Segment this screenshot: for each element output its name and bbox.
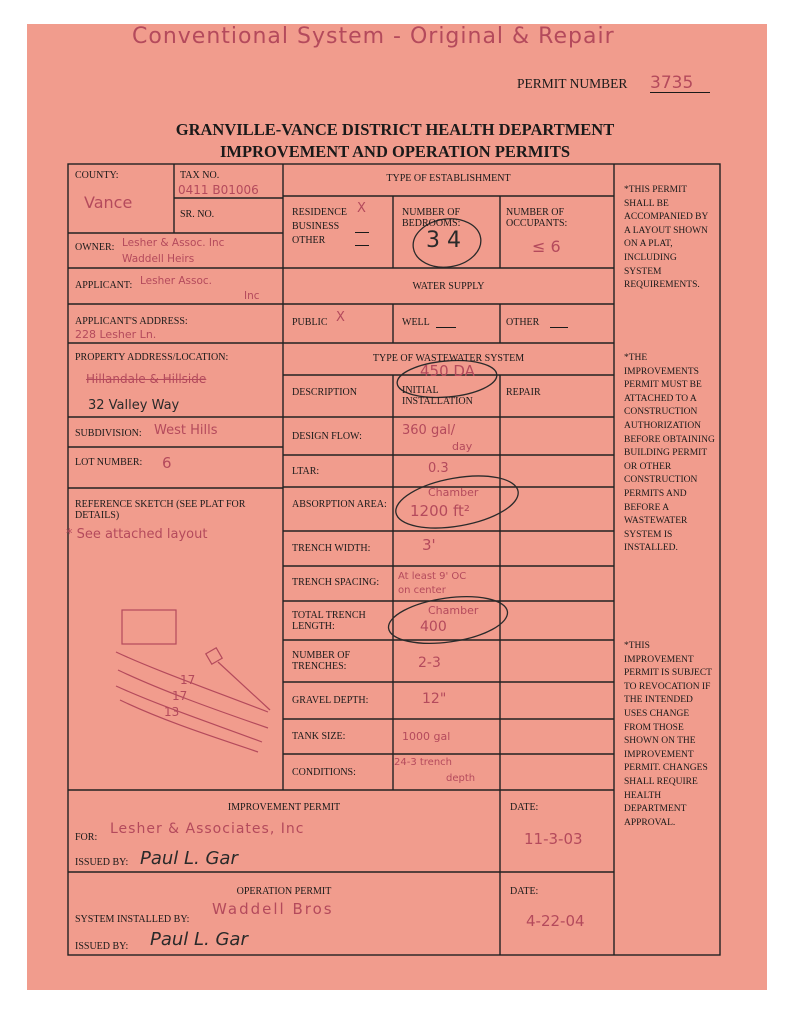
well-checkbox-blank[interactable] <box>436 327 456 328</box>
public-checkbox-mark[interactable]: X <box>336 310 345 325</box>
system-installed-by-label: SYSTEM INSTALLED BY: <box>75 914 190 925</box>
business-checkbox-blank[interactable] <box>355 232 369 233</box>
design-flow-value-line2: day <box>452 440 473 453</box>
operation-issued-by-label: ISSUED BY: <box>75 941 129 952</box>
improvement-for-label: FOR: <box>75 832 98 843</box>
subdivision-value: West Hills <box>154 423 218 438</box>
system-type-note: Conventional System - Original & Repair <box>132 24 615 49</box>
improvement-permit-header: IMPROVEMENT PERMIT <box>227 802 341 813</box>
gravel-depth-value: 12" <box>422 691 447 707</box>
residence-checkbox-mark[interactable]: X <box>357 201 366 216</box>
well-label: WELL <box>402 317 430 328</box>
improvement-issued-by-label: ISSUED BY: <box>75 857 129 868</box>
type-of-establishment-header: TYPE OF ESTABLISHMENT <box>386 173 511 184</box>
property-address-label: PROPERTY ADDRESS/LOCATION: <box>75 352 229 363</box>
lot-number-value: 6 <box>162 454 172 472</box>
tax-no-value: 0411 B01006 <box>178 183 259 197</box>
conditions-value-line1: 24-3 trench <box>394 757 453 768</box>
number-of-trenches-label: NUMBER OF TRENCHES: <box>292 650 351 672</box>
department-name: GRANVILLE-VANCE DISTRICT HEALTH DEPARTMENT <box>175 120 615 139</box>
public-label: PUBLIC <box>292 317 328 328</box>
owner-label: OWNER: <box>75 242 115 253</box>
absorption-area-label: ABSORPTION AREA: <box>292 499 387 510</box>
repair-label: REPAIR <box>506 387 541 398</box>
permit-number-value: 3735 <box>650 74 710 93</box>
business-label: BUSINESS <box>292 221 340 232</box>
water-other-label: OTHER <box>506 317 540 328</box>
conditions-value-line2: depth <box>446 773 476 784</box>
improvement-for-value: Lesher & Associates, Inc <box>110 821 305 837</box>
sketch-note: * See attached layout <box>66 527 208 542</box>
tank-size-label: TANK SIZE: <box>292 731 346 742</box>
system-type-value: 450 DA <box>420 362 475 380</box>
design-flow-value-line1: 360 gal/ <box>402 423 456 438</box>
trench-width-value: 3' <box>422 536 436 554</box>
total-trench-length-value-line2: 400 <box>420 619 447 635</box>
bedrooms-label: NUMBER OF BEDROOMS: <box>402 207 461 229</box>
gravel-depth-label: GRAVEL DEPTH: <box>292 695 369 706</box>
trench-width-label: TRENCH WIDTH: <box>292 543 371 554</box>
occupants-label: NUMBER OF OCCUPANTS: <box>506 207 568 229</box>
applicant-label: APPLICANT: <box>75 280 133 291</box>
design-flow-label: DESIGN FLOW: <box>292 431 362 442</box>
improvement-date-label: DATE: <box>510 802 539 813</box>
absorption-area-value-line1: Chamber <box>428 486 479 499</box>
reference-sketch-drawing <box>116 610 270 752</box>
bedrooms-value: 3 4 <box>426 228 461 253</box>
sr-no-label: SR. NO. <box>180 209 215 220</box>
total-trench-length-label: TOTAL TRENCH LENGTH: <box>292 610 366 632</box>
tank-size-value: 1000 gal <box>402 730 451 743</box>
other-checkbox-blank[interactable] <box>355 245 369 246</box>
applicant-address-label: APPLICANT'S ADDRESS: <box>75 316 188 327</box>
county-value: Vance <box>84 193 133 212</box>
permit-number-label: PERMIT NUMBER <box>517 76 628 91</box>
other-label: OTHER <box>292 235 326 246</box>
trench-spacing-value-line1: At least 9' OC <box>398 571 467 582</box>
applicant-value-line2: Inc <box>244 290 260 302</box>
improvement-date-value: 11-3-03 <box>524 830 583 848</box>
reference-sketch-label: REFERENCE SKETCH (SEE PLAT FOR DETAILS) <box>75 499 246 521</box>
improvement-signature: Paul L. Gar <box>140 848 238 869</box>
form-title: IMPROVEMENT AND OPERATION PERMITS <box>219 142 571 161</box>
occupants-value: ≤ 6 <box>532 237 561 256</box>
ltar-label: LTAR: <box>292 466 320 477</box>
initial-installation-label: INITIAL INSTALLATION <box>402 385 473 407</box>
applicant-value-line1: Lesher Assoc. <box>140 275 213 287</box>
total-trench-length-value-line1: Chamber <box>428 604 479 617</box>
lot-number-label: LOT NUMBER: <box>75 457 143 468</box>
residence-label: RESIDENCE <box>292 207 347 218</box>
trench-spacing-label: TRENCH SPACING: <box>292 577 380 588</box>
county-label: COUNTY: <box>75 170 119 181</box>
wastewater-system-header: TYPE OF WASTEWATER SYSTEM <box>372 353 525 364</box>
property-address-value-line2: 32 Valley Way <box>88 398 180 413</box>
property-address-value-line1: Hillandale & Hillside <box>86 372 207 386</box>
trench-spacing-value-line2: on center <box>398 585 446 596</box>
description-label: DESCRIPTION <box>292 387 358 398</box>
operation-date-value: 4-22-04 <box>526 912 585 930</box>
number-of-trenches-value: 2-3 <box>418 655 441 671</box>
water-other-checkbox-blank[interactable] <box>550 327 568 328</box>
svg-text:17: 17 <box>180 673 196 687</box>
subdivision-label: SUBDIVISION: <box>75 428 142 439</box>
side-note-layout: *THIS PERMIT SHALL BE ACCOMPANIED BY A LAYOUT SHOWN ON A PLAT, INCLUDING SYSTEM REQUIREMENTS. <box>624 185 709 291</box>
svg-text:13: 13 <box>164 705 180 719</box>
water-supply-header: WATER SUPPLY <box>412 281 485 292</box>
side-note-construction: *THE IMPROVEMENTS PERMIT MUST BE ATTACHED TO A CONSTRUCTION AUTHORIZATION BEFORE OBTAINING BUILDING PERMIT OR OTHER CONSTRUCTION PERMITS AND BEFORE A WASTEWATER SYSTEM IS INSTALLED. <box>624 353 715 554</box>
operation-signature: Paul L. Gar <box>150 929 248 950</box>
absorption-area-value-line2: 1200 ft² <box>410 502 470 520</box>
owner-value-line1: Lesher & Assoc. Inc <box>122 237 225 249</box>
side-note-revocation: *THIS IMPROVEMENT PERMIT IS SUBJECT TO REVOCATION IF THE INTENDED USES CHANGE FROM THOSE SHOWN ON THE IMPROVEMENT PERMIT. CHANGES SHALL REQUIRE HEALTH DEPARTMENT APPROVAL. <box>624 641 712 828</box>
tax-no-label: TAX NO. <box>180 170 220 181</box>
ltar-value: 0.3 <box>428 461 449 476</box>
owner-value-line2: Waddell Heirs <box>122 253 195 265</box>
operation-date-label: DATE: <box>510 886 539 897</box>
system-installed-by-value: Waddell Bros <box>212 900 334 918</box>
conditions-label: CONDITIONS: <box>292 767 356 778</box>
operation-permit-header: OPERATION PERMIT <box>236 886 332 897</box>
applicant-address-value: 228 Lesher Ln. <box>75 328 157 341</box>
svg-text:17: 17 <box>172 689 188 703</box>
